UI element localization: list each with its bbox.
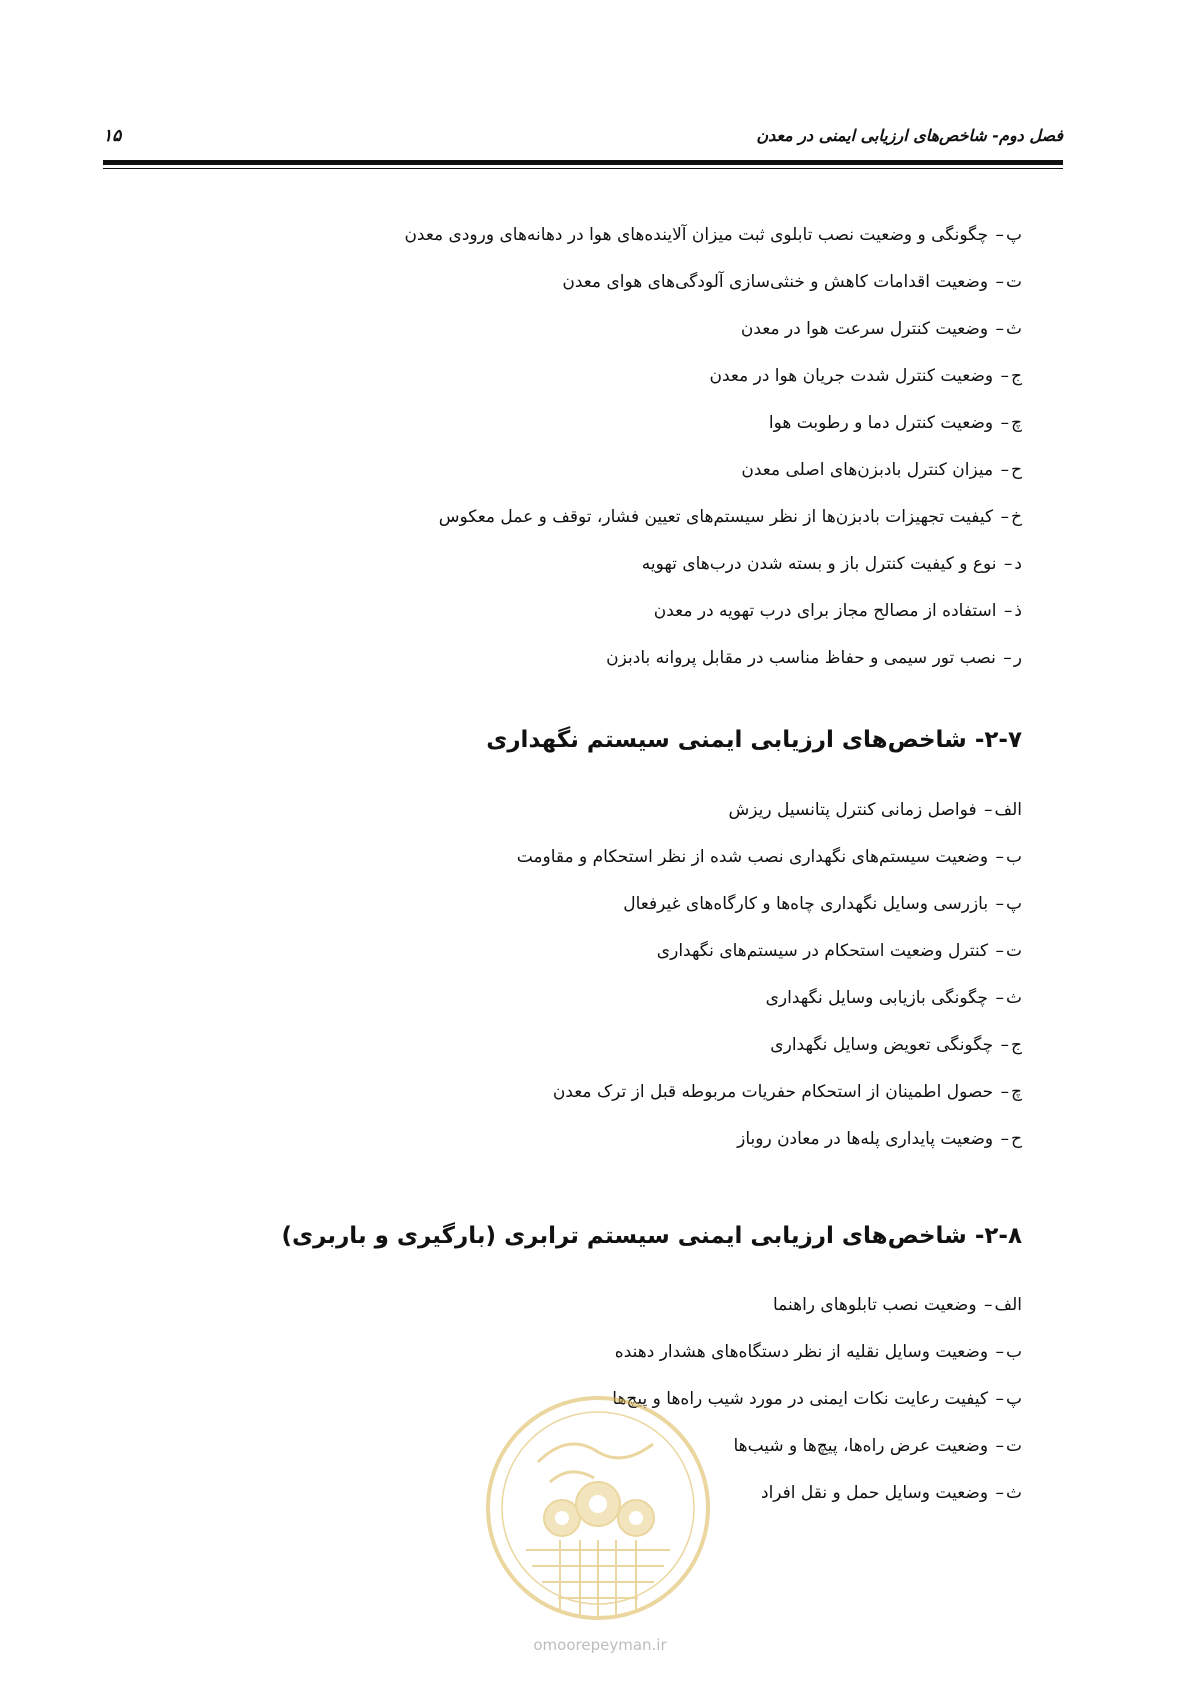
item-letter: پ bbox=[1005, 225, 1022, 245]
section-heading-support bbox=[486, 727, 1022, 753]
list-item: چ– حصول اطمینان از استحکام حفریات مربوطه قبل از ترک معدن bbox=[552, 1082, 1022, 1102]
list-item: پ– کیفیت رعایت نکات ایمنی در مورد شیب راه‌ها و پیچ‌ها bbox=[612, 1389, 1022, 1409]
item-letter: ح bbox=[1011, 460, 1022, 480]
item-letter: ت bbox=[1005, 1436, 1022, 1456]
item-letter: ذ bbox=[1014, 601, 1022, 621]
list-item: پ– بازرسی وسایل نگهداری چاه‌ها و کارگاه‌های غیرفعال bbox=[623, 894, 1022, 914]
item-letter: ح bbox=[1011, 1129, 1022, 1149]
header-rule-thin bbox=[103, 168, 1063, 169]
item-letter: الف bbox=[994, 800, 1022, 820]
item-text: وضعیت وسایل نقلیه از نظر دستگاه‌های هشدار دهنده bbox=[614, 1342, 989, 1362]
item-letter: د bbox=[1014, 554, 1022, 574]
section-title: شاخص‌های ارزیابی ایمنی سیستم نگهداری bbox=[486, 727, 967, 753]
item-letter: پ bbox=[1005, 1389, 1022, 1409]
list-item: پ– چگونگی و وضعیت نصب تابلوی ثبت میزان آلاینده‌های هوا در دهانه‌های ورودی معدن bbox=[404, 225, 1022, 245]
list-item: ت– وضعیت اقدامات کاهش و خنثی‌سازی آلودگی‌های هوای معدن bbox=[562, 272, 1022, 292]
section-number: ۲-۷- bbox=[974, 727, 1022, 753]
item-text: وضعیت کنترل دما و رطوبت هوا bbox=[768, 413, 994, 433]
list-item: الف– وضعیت نصب تابلوهای راهنما bbox=[772, 1295, 1022, 1315]
item-text: وضعیت کنترل سرعت هوا در معدن bbox=[740, 319, 989, 339]
section-number: ۲-۸- bbox=[974, 1223, 1022, 1249]
list-item: ث– چگونگی بازیابی وسایل نگهداری bbox=[765, 988, 1022, 1008]
item-text: چگونگی تعویض وسایل نگهداری bbox=[770, 1035, 994, 1055]
item-text: کیفیت تجهیزات بادبزن‌ها از نظر سیستم‌های تعیین فشار، توقف و عمل معکوس bbox=[438, 507, 994, 527]
item-text: استفاده از مصالح مجاز برای درب تهویه در معدن bbox=[653, 601, 997, 621]
item-text: وضعیت کنترل شدت جریان هوا در معدن bbox=[709, 366, 994, 386]
item-letter: ج bbox=[1011, 1035, 1022, 1055]
list-item: د– نوع و کیفیت کنترل باز و بسته شدن درب‌های تهویه bbox=[641, 554, 1022, 574]
item-text: وضعیت اقدامات کاهش و خنثی‌سازی آلودگی‌های هوای معدن bbox=[562, 272, 989, 292]
list-item: ح– وضعیت پایداری پله‌ها در معادن روباز bbox=[737, 1129, 1022, 1149]
list-item: ت– وضعیت عرض راه‌ها، پیچ‌ها و شیب‌ها bbox=[733, 1436, 1022, 1456]
item-text: کنترل وضعیت استحکام در سیستم‌های نگهداری bbox=[656, 941, 989, 961]
ventilation-criteria-list bbox=[404, 212, 1022, 682]
list-item: ح– میزان کنترل بادبزن‌های اصلی معدن bbox=[741, 460, 1022, 480]
list-item: ب– وضعیت وسایل نقلیه از نظر دستگاه‌های هشدار دهنده bbox=[614, 1342, 1022, 1362]
list-item: ب– وضعیت سیستم‌های نگهداری نصب شده از نظر استحکام و مقاومت bbox=[516, 847, 1022, 867]
item-letter: الف bbox=[994, 1295, 1022, 1315]
item-text: حصول اطمینان از استحکام حفریات مربوطه قبل از ترک معدن bbox=[552, 1082, 994, 1102]
item-text: وضعیت عرض راه‌ها، پیچ‌ها و شیب‌ها bbox=[733, 1436, 989, 1456]
item-letter: چ bbox=[1011, 1082, 1022, 1102]
list-item: ث– وضعیت وسایل حمل و نقل افراد bbox=[761, 1483, 1022, 1503]
section-title: شاخص‌های ارزیابی ایمنی سیستم ترابری (بارگیری و باربری) bbox=[281, 1223, 967, 1249]
item-letter: ب bbox=[1005, 1342, 1022, 1362]
item-text: بازرسی وسایل نگهداری چاه‌ها و کارگاه‌های غیرفعال bbox=[623, 894, 989, 914]
chapter-title: فصل دوم- شاخص‌های ارزیابی ایمنی در معدن bbox=[756, 126, 1063, 145]
list-item: ر– نصب تور سیمی و حفاظ مناسب در مقابل پروانه بادبزن bbox=[606, 648, 1022, 668]
running-header bbox=[103, 126, 1063, 156]
list-item: خ– کیفیت تجهیزات بادبزن‌ها از نظر سیستم‌های تعیین فشار، توقف و عمل معکوس bbox=[438, 507, 1022, 527]
item-text: فواصل زمانی کنترل پتانسیل ریزش bbox=[728, 800, 977, 820]
item-text: میزان کنترل بادبزن‌های اصلی معدن bbox=[741, 460, 994, 480]
item-text: نوع و کیفیت کنترل باز و بسته شدن درب‌های تهویه bbox=[641, 554, 997, 574]
item-letter: ب bbox=[1005, 847, 1022, 867]
list-item: ج– وضعیت کنترل شدت جریان هوا در معدن bbox=[709, 366, 1022, 386]
header-rule-thick bbox=[103, 160, 1063, 165]
list-item: ث– وضعیت کنترل سرعت هوا در معدن bbox=[740, 319, 1022, 339]
watermark-logo-icon bbox=[480, 1390, 716, 1626]
item-letter: ت bbox=[1005, 941, 1022, 961]
item-letter: پ bbox=[1005, 894, 1022, 914]
item-text: وضعیت نصب تابلوهای راهنما bbox=[772, 1295, 977, 1315]
item-letter: ث bbox=[1005, 1483, 1022, 1503]
list-item: الف– فواصل زمانی کنترل پتانسیل ریزش bbox=[728, 800, 1022, 820]
item-text: چگونگی و وضعیت نصب تابلوی ثبت میزان آلاینده‌های هوا در دهانه‌های ورودی معدن bbox=[404, 225, 989, 245]
item-text: وضعیت وسایل حمل و نقل افراد bbox=[761, 1483, 989, 1503]
item-text: وضعیت سیستم‌های نگهداری نصب شده از نظر استحکام و مقاومت bbox=[516, 847, 989, 867]
item-text: کیفیت رعایت نکات ایمنی در مورد شیب راه‌ها و پیچ‌ها bbox=[612, 1389, 989, 1409]
item-letter: ت bbox=[1005, 272, 1022, 292]
item-text: نصب تور سیمی و حفاظ مناسب در مقابل پروانه بادبزن bbox=[606, 648, 996, 668]
support-criteria-list bbox=[517, 787, 1022, 1163]
list-item: ت– کنترل وضعیت استحکام در سیستم‌های نگهداری bbox=[656, 941, 1022, 961]
item-letter: خ bbox=[1011, 507, 1022, 527]
page-number: ۱۵ bbox=[103, 126, 122, 146]
watermark-url: omoorepeyman.ir bbox=[533, 1636, 667, 1654]
item-letter: ث bbox=[1005, 319, 1022, 339]
item-text: چگونگی بازیابی وسایل نگهداری bbox=[765, 988, 989, 1008]
item-letter: چ bbox=[1011, 413, 1022, 433]
list-item: ج– چگونگی تعویض وسایل نگهداری bbox=[770, 1035, 1022, 1055]
item-letter: ر bbox=[1013, 648, 1022, 668]
item-letter: ج bbox=[1011, 366, 1022, 386]
list-item: چ– وضعیت کنترل دما و رطوبت هوا bbox=[768, 413, 1022, 433]
item-letter: ث bbox=[1005, 988, 1022, 1008]
section-heading-haulage bbox=[282, 1223, 1022, 1249]
item-text: وضعیت پایداری پله‌ها در معادن روباز bbox=[737, 1129, 994, 1149]
list-item: ذ– استفاده از مصالح مجاز برای درب تهویه در معدن bbox=[653, 601, 1022, 621]
